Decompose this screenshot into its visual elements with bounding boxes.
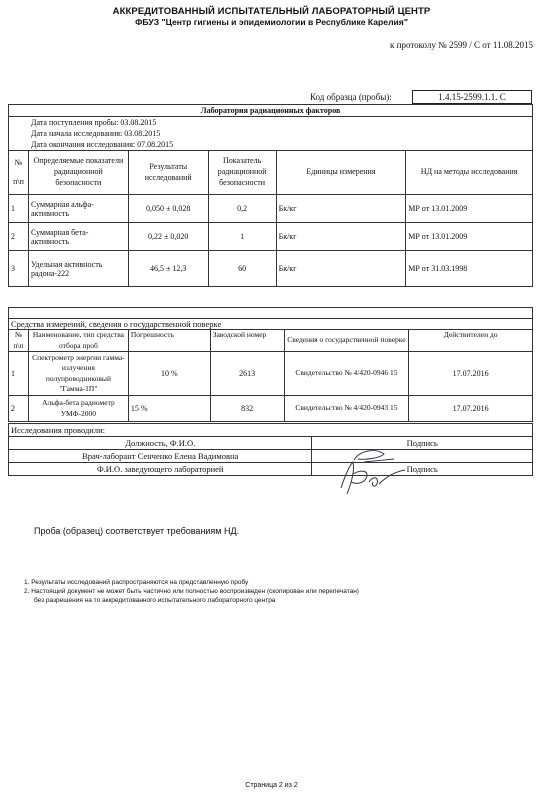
date-start: Дата начала исследования: 03.08.2015 [9, 128, 533, 139]
sample-code-value: 1.4.15-2599.1.1. С [412, 90, 532, 104]
col-position-header: Должность, Ф.И.О. [9, 437, 312, 450]
row-nd: МР от 13.01.2009 [406, 223, 533, 251]
measurement-table [8, 307, 533, 422]
row-norm: 60 [208, 251, 276, 287]
table-row [9, 251, 533, 287]
page-number: Страница 2 из 2 [245, 782, 298, 789]
measurement-title: Средства измерений, сведения о государственной поверке [9, 319, 533, 330]
row-norm: 1 [208, 223, 276, 251]
performer-name: Врач-лаборант Сенченко Елена Вадимовна [9, 450, 312, 463]
date-received: Дата поступления пробы: 03.08.2015 [9, 117, 533, 129]
meas-header-verification: Сведения о государственной поверке [284, 330, 409, 352]
conclusion-text: Проба (образец) соответствует требованиям НД. [34, 526, 240, 536]
header-indicator: Определяемые показатели радиационной безопасности [28, 151, 128, 195]
lab-title: Лаборатория радиационных факторов [9, 105, 533, 117]
meas-row-verification: Свидетельство № 4/420-0946 15 [284, 352, 409, 396]
measurement-header-row [9, 330, 533, 352]
row-nd: МР от 31.03.1998 [406, 251, 533, 287]
meas-row-serial: 832 [210, 396, 284, 422]
row-number: 3 [9, 251, 29, 287]
header-results: Результаты исследований [128, 151, 208, 195]
col-signature-header: Подпись [312, 437, 533, 450]
header-num-top: № [14, 157, 23, 167]
row-unit: Бк/кг [276, 195, 406, 223]
row-indicator: Удельная активность радона-222 [28, 251, 128, 287]
meas-header-num-top: № [14, 330, 23, 340]
meas-header-valid: Действителен до [409, 330, 533, 352]
row-result: 0,050 ± 0,028 [128, 195, 208, 223]
footnote-2-cont: без разрешения на то аккредитованного испытательного лабораторного центра [34, 597, 276, 604]
performers-title: Исследования проводили: [9, 424, 533, 437]
footnotes [24, 578, 359, 605]
row-indicator: Суммарная бета-активность [28, 223, 128, 251]
performer-signature-cell [312, 450, 533, 463]
header-units: Единицы измерения [276, 151, 406, 195]
row-unit: Бк/кг [276, 251, 406, 287]
meas-header-num-bottom: п\п [13, 340, 24, 350]
header-organization: ФБУЗ "Центр гигиены и эпидемиологии в Республике Карелия" [135, 17, 408, 27]
meas-row-valid: 17.07.2016 [409, 352, 533, 396]
meas-header-error: Погрешность [128, 330, 210, 352]
footnote-2: 2. Настоящий документ не может быть частично или полностью воспроизведен (скопирован или перепечатан) [24, 588, 359, 595]
table-row [9, 352, 533, 396]
results-header-row [9, 151, 533, 195]
meas-row-number: 2 [9, 396, 29, 422]
table-row [9, 223, 533, 251]
meas-row-serial: 2613 [210, 352, 284, 396]
row-number: 1 [9, 195, 29, 223]
table-row [9, 195, 533, 223]
meas-row-name: Спектрометр энергии гамма-излучения полупроводниковый "Гамма-1П" [28, 352, 128, 396]
meas-row-number: 1 [9, 352, 29, 396]
header-num-bottom: п\п [13, 176, 24, 186]
meas-row-name: Альфа-бета радиометр УМФ-2000 [28, 396, 128, 422]
performers-table [8, 423, 533, 476]
row-result: 46,5 ± 12,3 [128, 251, 208, 287]
row-norm: 0,2 [208, 195, 276, 223]
row-unit: Бк/кг [276, 223, 406, 251]
protocol-reference: к протоколу № 2599 / С от 11.08.2015 [390, 40, 533, 50]
meas-header-serial: Заводской номер [210, 330, 284, 352]
results-table [8, 104, 533, 287]
head-of-lab-label: Ф.И.О. заведующего лабораторией [9, 463, 312, 476]
meas-row-valid: 17.07.2016 [409, 396, 533, 422]
row-result: 0,22 ± 0,020 [128, 223, 208, 251]
row-nd: МР от 13.01.2009 [406, 195, 533, 223]
sample-code-label: Код образца (пробы): [310, 92, 392, 102]
date-end: Дата окончания исследования: 07.08.2015 [9, 139, 533, 151]
header-center-name: АККРЕДИТОВАННЫЙ ИСПЫТАТЕЛЬНЫЙ ЛАБОРАТОРНЫЙ ЦЕНТР [112, 6, 431, 17]
header-norm: Показатель радиационной безопасности [208, 151, 276, 195]
meas-header-name: Наименование, тип средства отбора проб [28, 330, 128, 352]
footnote-1: 1. Результаты исследований распространяются на представленную пробу [24, 579, 249, 586]
row-number: 2 [9, 223, 29, 251]
table-row [9, 396, 533, 422]
meas-row-verification: Свидетельство № 4/420-0943 15 [284, 396, 409, 422]
meas-row-error: 15 % [128, 396, 210, 422]
head-signature-label: Подпись [312, 463, 533, 476]
header-nd: НД на методы исследования [406, 151, 533, 195]
row-indicator: Суммарная альфа-активность [28, 195, 128, 223]
meas-row-error: 10 % [128, 352, 210, 396]
